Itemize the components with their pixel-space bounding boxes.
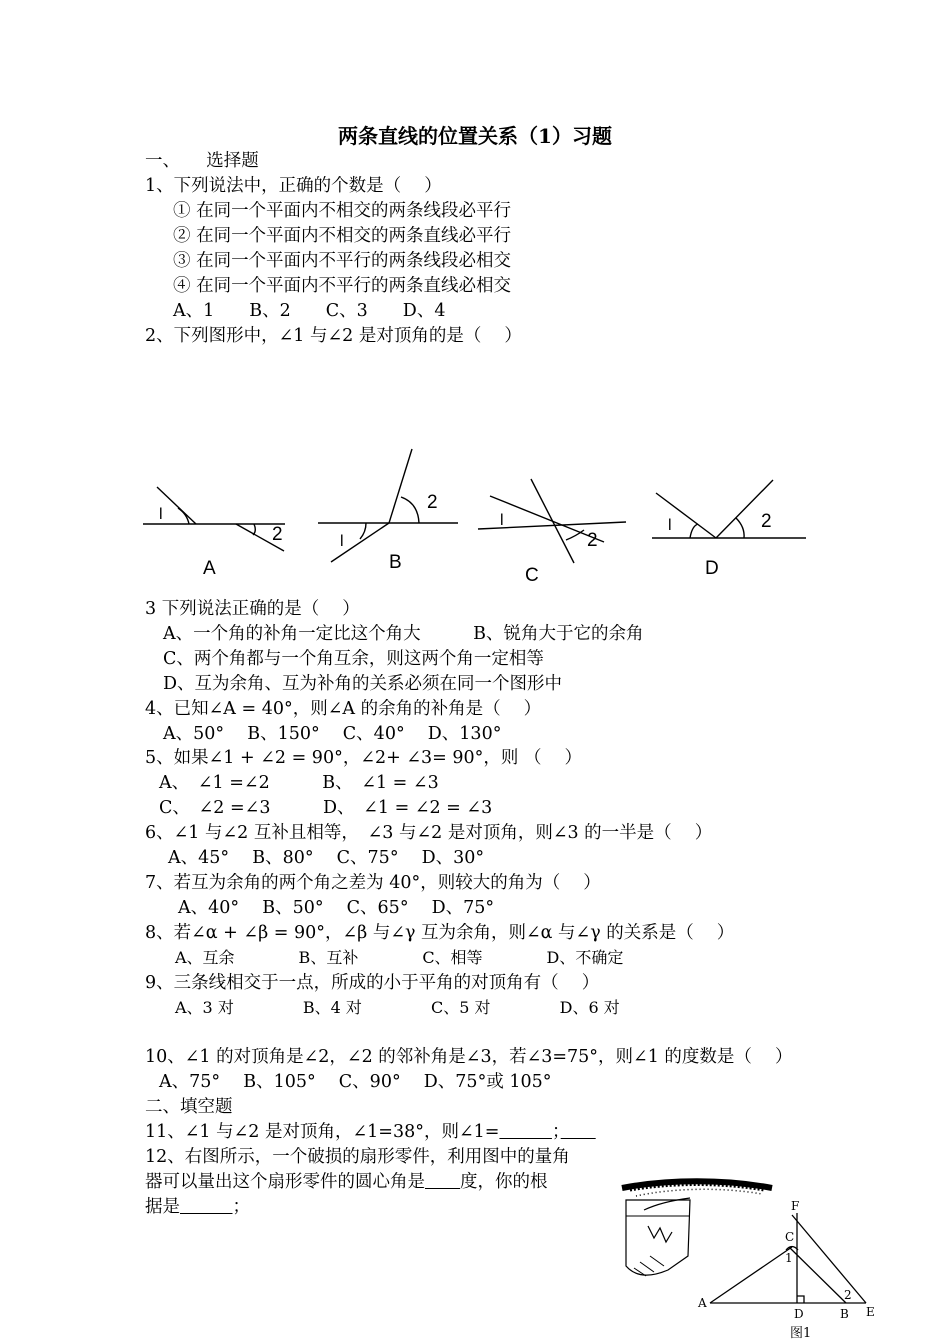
q3-option-c: C、两个角都与一个角互余，则这两个角一定相等 — [163, 649, 544, 669]
fig-d-label: D — [705, 558, 719, 579]
fig-c-label: C — [525, 565, 539, 586]
page-title: 两条直线的位置关系（1）习题 — [338, 124, 612, 148]
q5-options-cd: C、 ∠2 =∠3 D、 ∠1 = ∠2 = ∠3 — [159, 798, 493, 818]
q12-text-3b: ； — [232, 1197, 250, 1217]
section-choice: 一、 选择题 — [145, 151, 259, 171]
q1-statement-1: ① 在同一个平面内不相交的两条线段必平行 — [173, 201, 512, 221]
fig-c-angle1: l — [500, 512, 504, 529]
q1-statement-4: ④ 在同一个平面内不平行的两条直线必相交 — [173, 276, 512, 296]
q12-line1: 12、右图所示，一个破损的扇形零件，利用图中的量角 — [145, 1147, 570, 1167]
q7-stem: 7、若互为余角的两个角之差为 40°，则较大的角为（ ） — [145, 873, 601, 893]
fig-b-angle1: l — [340, 533, 344, 550]
fig-d-angle1: l — [668, 517, 672, 534]
q7-options: A、40° B、50° C、65° D、75° — [178, 898, 495, 918]
q9-options: A、3 对 B、4 对 C、5 对 D、6 对 — [175, 998, 620, 1017]
fig-b-angle2: 2 — [427, 492, 438, 513]
q10-options: A、75° B、105° C、90° D、75°或 105° — [159, 1072, 552, 1092]
q3-stem: 3 下列说法正确的是（ ） — [145, 599, 360, 619]
q12-text-2a: 器可以量出这个扇形零件的圆心角是 — [145, 1172, 425, 1192]
point-A: A — [698, 1296, 707, 1310]
fig-d-angle2: 2 — [761, 511, 772, 532]
q6-options: A、45° B、80° C、75° D、30° — [168, 848, 485, 868]
q12-text-3a: 据是 — [145, 1197, 180, 1217]
q11-stem: 11、∠1 与∠2 是对顶角，∠1=38°，则∠1= — [145, 1122, 500, 1142]
fig-b-label: B — [389, 552, 402, 573]
q3-options-ab: A、一个角的补角一定比这个角大 B、锐角大于它的余角 — [163, 624, 644, 644]
q3-option-d: D、互为余角、互为补角的关系必须在同一个图形中 — [163, 674, 563, 694]
point-E: E — [866, 1305, 875, 1319]
q12-blank-reason[interactable] — [180, 1197, 233, 1217]
q11-separator: ； — [551, 1122, 561, 1142]
q4-stem: 4、已知∠A = 40°，则∠A 的余角的补角是（ ） — [145, 699, 542, 719]
q9-stem: 9、三条线相交于一点，所成的小于平角的对顶角有（ ） — [145, 973, 600, 993]
q11-line — [145, 1120, 596, 1144]
q11-blank-1[interactable] — [499, 1122, 552, 1142]
q6-stem: 6、∠1 与∠2 互补且相等， ∠3 与∠2 是对顶角，则∠3 的一半是（ ） — [145, 823, 713, 843]
point-B: B — [840, 1307, 849, 1321]
point-F: F — [791, 1199, 800, 1213]
q1-statement-2: ② 在同一个平面内不相交的两条直线必平行 — [173, 226, 512, 246]
q8-options: A、互余 B、互补 C、相等 D、不确定 — [175, 948, 624, 967]
q2-stem: 2、下列图形中，∠1 与∠2 是对顶角的是（ ） — [145, 326, 522, 346]
q5-stem: 5、如果∠1 + ∠2 = 90°，∠2+ ∠3= 90°，则 （ ） — [145, 748, 583, 768]
q1-stem: 1、下列说法中，正确的个数是（ ） — [145, 176, 442, 196]
fig-a-label: A — [203, 558, 216, 579]
fig-c-angle2: 2 — [587, 530, 598, 551]
q8-stem: 8、若∠α + ∠β = 90°，∠β 与∠γ 互为余角，则∠α 与∠γ 的关系是（ ） — [145, 923, 735, 943]
angle-2-label: 2 — [844, 1288, 852, 1302]
q5-options-ab: A、 ∠1 =∠2 B、 ∠1 = ∠3 — [159, 773, 439, 793]
q12-line3 — [145, 1195, 250, 1219]
fig-a-angle1: l — [159, 506, 163, 523]
fig-a-angle2: 2 — [272, 524, 283, 545]
q10-stem: 10、∠1 的对顶角是∠2，∠2 的邻补角是∠3，若∠3=75°，则∠1 的度数是（ ） — [145, 1047, 793, 1067]
q1-options: A、1 B、2 C、3 D、4 — [173, 301, 446, 321]
q12-line2 — [145, 1170, 548, 1194]
q1-statement-3: ③ 在同一个平面内不平行的两条线段必相交 — [173, 251, 512, 271]
point-C: C — [785, 1230, 795, 1244]
q12-text-2b: 度，你的根 — [460, 1172, 548, 1192]
q4-options: A、50° B、150° C、40° D、130° — [163, 724, 502, 744]
point-D: D — [794, 1307, 804, 1321]
q11-blank-2[interactable] — [561, 1122, 596, 1142]
angle-1-label: 1 — [785, 1251, 793, 1265]
q12-blank-angle[interactable] — [425, 1172, 460, 1192]
section-fill: 二、填空题 — [145, 1097, 233, 1117]
figure-caption: 图1 — [790, 1326, 812, 1341]
